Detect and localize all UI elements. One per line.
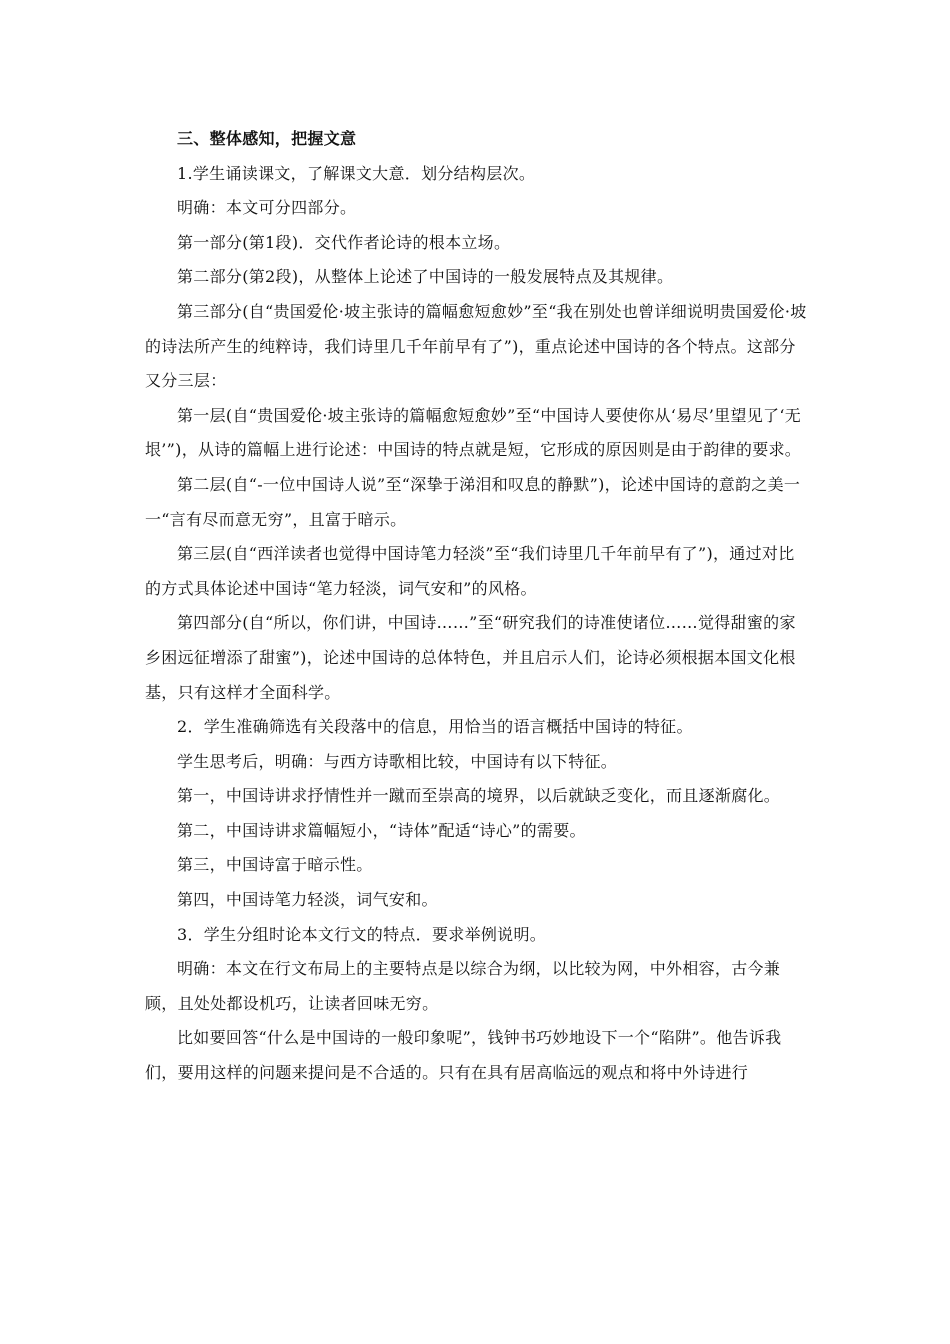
document-body — [145, 122, 810, 1091]
paragraph: 第四，中国诗笔力轻淡，词气安和。 — [177, 890, 438, 910]
section-heading: 三、整体感知，把握文意 — [177, 129, 357, 148]
paragraph: 3．学生分组时论本文行文的特点．要求举例说明。 — [177, 924, 547, 944]
paragraph: 1.学生诵读课文，了解课文大意．划分结构层次。 — [177, 163, 536, 183]
paragraph: 第二部分(第2段)，从整体上论述了中国诗的一般发展特点及其规律。 — [177, 267, 674, 287]
paragraph: 第一，中国诗讲求抒情性并一蹴而至崇高的境界，以后就缺乏变化，而且逐渐腐化。 — [177, 786, 781, 806]
paragraph: 第二层(自“-一位中国诗人说”至“深挚于涕泪和叹息的静默”)，论述中国诗的意韵之美一一“言有尽而意无穷”，且富于暗示。 — [145, 474, 801, 529]
paragraph: 第二，中国诗讲求篇幅短小，“诗体”配适“诗心”的需要。 — [177, 820, 586, 840]
paragraph: 学生思考后，明确：与西方诗歌相比较，中国诗有以下特征。 — [177, 751, 618, 771]
paragraph: 比如要回答“什么是中国诗的一般印象呢”，钱钟书巧妙地设下一个“陷阱”。他告诉我们，要用这样的问题来提问是不合适的。只有在具有居高临远的观点和将中外诗进行 — [145, 1028, 782, 1083]
paragraph: 第三部分(自“贵国爱伦·坡主张诗的篇幅愈短愈妙”至“我在别处也曾详细说明贵国爱伦·坡的诗法所产生的纯粹诗，我们诗里几千年前早有了”)，重点论述中国诗的各个特点。这部分又分三层： — [145, 301, 807, 391]
paragraph: 第三，中国诗富于暗示性。 — [177, 855, 373, 875]
paragraph: 第一部分(第1段)．交代作者论诗的根本立场。 — [177, 232, 511, 252]
paragraph: 2．学生准确筛选有关段落中的信息，用恰当的语言概括中国诗的特征。 — [177, 717, 693, 737]
paragraph: 第四部分(自“所以，你们讲，中国诗……”至“研究我们的诗准使诸位……觉得甜蜜的家乡困远征增添了甜蜜”)，论述中国诗的总体特色，并且启示人们，论诗必须根据本国文化根基，只有这样才全面科学。 — [145, 613, 796, 702]
paragraph: 第三层(自“西洋读者也觉得中国诗笔力轻淡”至“我们诗里几千年前早有了”)，通过对比的方式具体论述中国诗“笔力轻淡，词气安和”的风格。 — [145, 544, 795, 598]
paragraph: 明确：本文可分四部分。 — [177, 198, 357, 218]
paragraph: 第一层(自“贵国爱伦·坡主张诗的篇幅愈短愈妙”至“中国诗人要使你从‘易尽’里望见了‘无垠’”)，从诗的篇幅上进行论述：中国诗的特点就是短，它形成的原因则是由于韵律的要求。 — [145, 405, 802, 460]
paragraph: 明确：本文在行文布局上的主要特点是以综合为纲，以比较为网，中外相容，古今兼顾，且处处都设机巧，让读者回味无穷。 — [145, 959, 781, 1013]
